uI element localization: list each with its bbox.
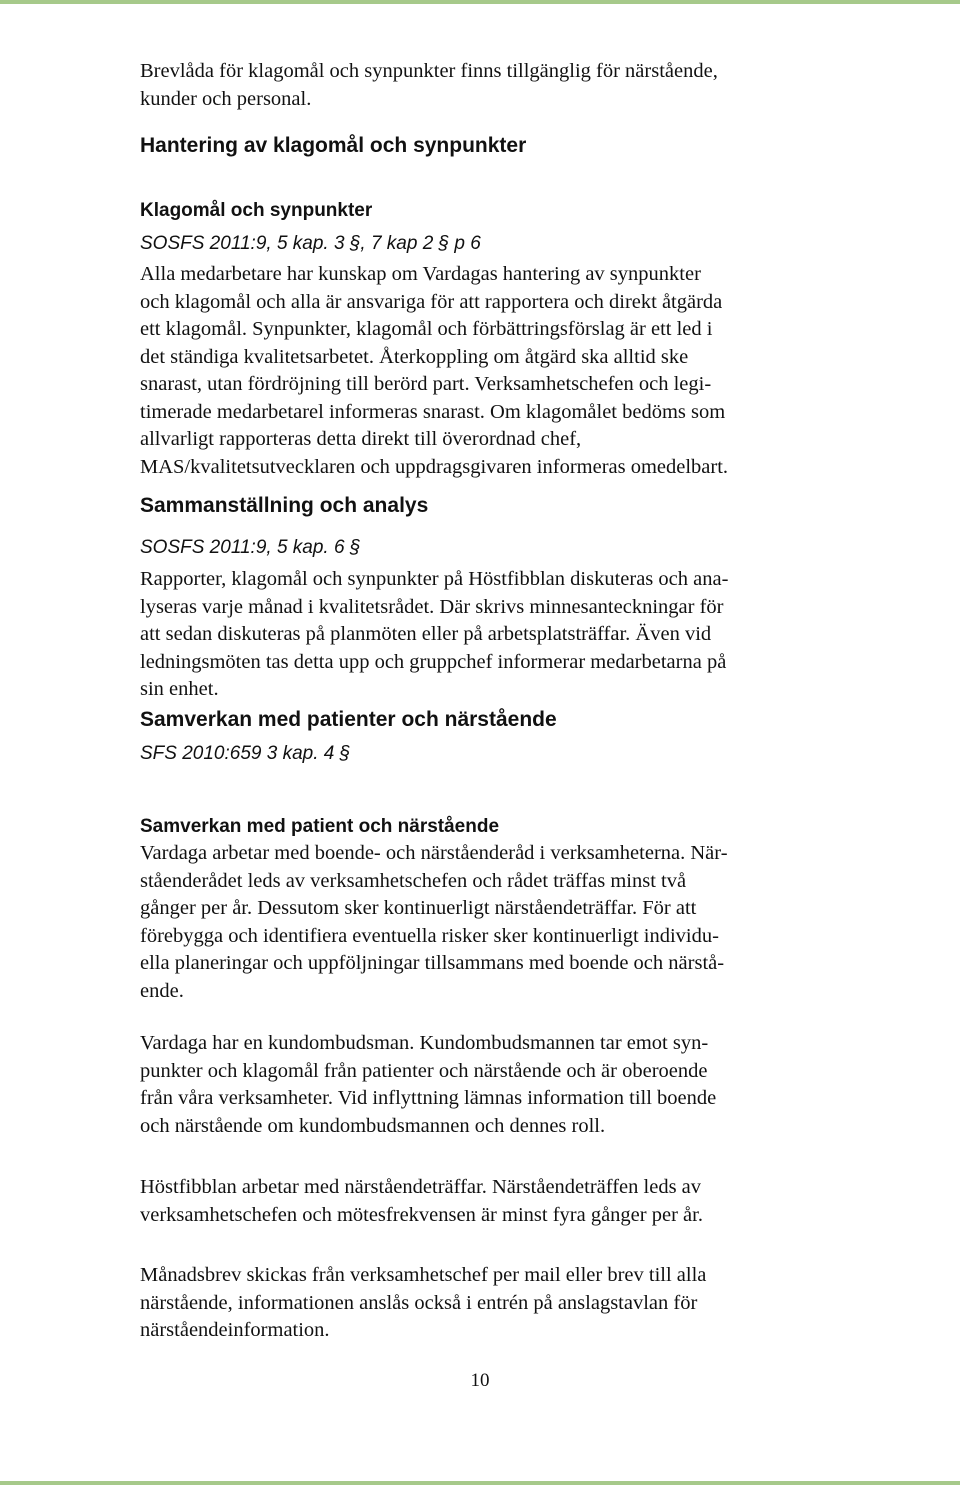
top-accent-rule xyxy=(0,0,960,4)
text-line: förebygga och identifiera eventuella risker sker kontinuerligt individu- xyxy=(140,924,719,947)
text-line: timerade medarbetarel informeras snarast. Om klagomålet bedöms som xyxy=(140,400,726,423)
text-line: Vardaga har en kundombudsman. Kundombudsmannen tar emot syn- xyxy=(140,1032,709,1054)
legal-reference: SFS 2010:659 3 kap. 4 § xyxy=(140,743,351,764)
subheading-complaints: Klagomål och synpunkter xyxy=(140,200,373,221)
analysis-paragraph xyxy=(140,566,830,704)
text-line: gånger per år. Dessutom sker kontinuerligt närståendeträffar. För att xyxy=(140,897,697,919)
section-heading-cooperation: Samverkan med patienter och närstående xyxy=(140,708,557,731)
text-line: närståendeinformation. xyxy=(140,1319,330,1341)
text-line: och klagomål och alla är ansvariga för att rapportera och direkt åtgärda xyxy=(140,290,723,313)
text-line: Rapporter, klagomål och synpunkter på Höstfibblan diskuteras och ana- xyxy=(140,568,729,590)
text-line: lyseras varje månad i kvalitetsrådet. Där skrivs minnesanteckningar för xyxy=(140,595,724,618)
intro-paragraph xyxy=(140,58,830,113)
text-line: ella planeringar och uppföljningar tillsammans med boende och närstå- xyxy=(140,952,725,974)
text-line: sin enhet. xyxy=(140,678,219,700)
handling-paragraph xyxy=(140,261,830,481)
text-line: ett klagomål. Synpunkter, klagomål och förbättringsförslag är ett led i xyxy=(140,318,713,340)
text-line: ledningsmöten tas detta upp och gruppchef informerar medarbetarna på xyxy=(140,650,727,673)
text-line: allvarligt rapporteras detta direkt till överordnad chef, xyxy=(140,428,582,450)
cooperation-paragraph-3 xyxy=(140,1174,830,1229)
text-line: från våra verksamheter. Vid inflyttning lämnas information till boende xyxy=(140,1087,717,1109)
text-line: kunder och personal. xyxy=(140,87,312,110)
text-line: Vardaga arbetar med boende- och närståenderåd i verksamheterna. När- xyxy=(140,842,728,864)
cooperation-paragraph-2 xyxy=(140,1030,830,1140)
text-line: snarast, utan fördröjning till berörd part. Verksamhetschefen och legi- xyxy=(140,373,712,395)
subheading-cooperation: Samverkan med patient och närstående xyxy=(140,816,500,837)
text-line: och närstående om kundombudsmannen och dennes roll. xyxy=(140,1114,606,1137)
text-line: Månadsbrev skickas från verksamhetschef per mail eller brev till alla xyxy=(140,1264,707,1286)
cooperation-paragraph-1 xyxy=(140,840,830,1005)
text-line: Höstfibblan arbetar med närståendeträffar. Närståendeträffen leds av xyxy=(140,1176,702,1198)
text-line: ståenderådet leds av verksamhetschefen och rådet träffas minst två xyxy=(140,869,687,892)
section-heading-handling: Hantering av klagomål och synpunkter xyxy=(140,134,527,157)
text-line: verksamhetschefen och mötesfrekvensen är minst fyra gånger per år. xyxy=(140,1203,703,1226)
legal-reference: SOSFS 2011:9, 5 kap. 3 §, 7 kap 2 § p 6 xyxy=(140,233,481,254)
cooperation-paragraph-4 xyxy=(140,1262,830,1345)
text-line: ende. xyxy=(140,979,184,1002)
page-number: 10 xyxy=(470,1370,490,1391)
text-line: det ständiga kvalitetsarbetet. Återkoppling om åtgärd ska alltid ske xyxy=(140,345,689,368)
legal-reference: SOSFS 2011:9, 5 kap. 6 § xyxy=(140,537,361,558)
text-line: punkter och klagomål från patienter och närstående och är oberoende xyxy=(140,1059,708,1082)
section-heading-analysis: Sammanställning och analys xyxy=(140,494,429,517)
text-line: Alla medarbetare har kunskap om Vardagas hantering av synpunkter xyxy=(140,263,701,285)
text-line: att sedan diskuteras på planmöten eller på arbetsplatsträffar. Även vid xyxy=(140,623,712,645)
bottom-accent-rule xyxy=(0,1481,960,1485)
text-line: MAS/kvalitetsutvecklaren och uppdragsgivaren informeras omedelbart. xyxy=(140,455,729,478)
text-line: närstående, informationen anslås också i entrén på anslagstavlan för xyxy=(140,1291,698,1314)
text-line: Brevlåda för klagomål och synpunkter finns tillgänglig för närstående, xyxy=(140,60,718,82)
